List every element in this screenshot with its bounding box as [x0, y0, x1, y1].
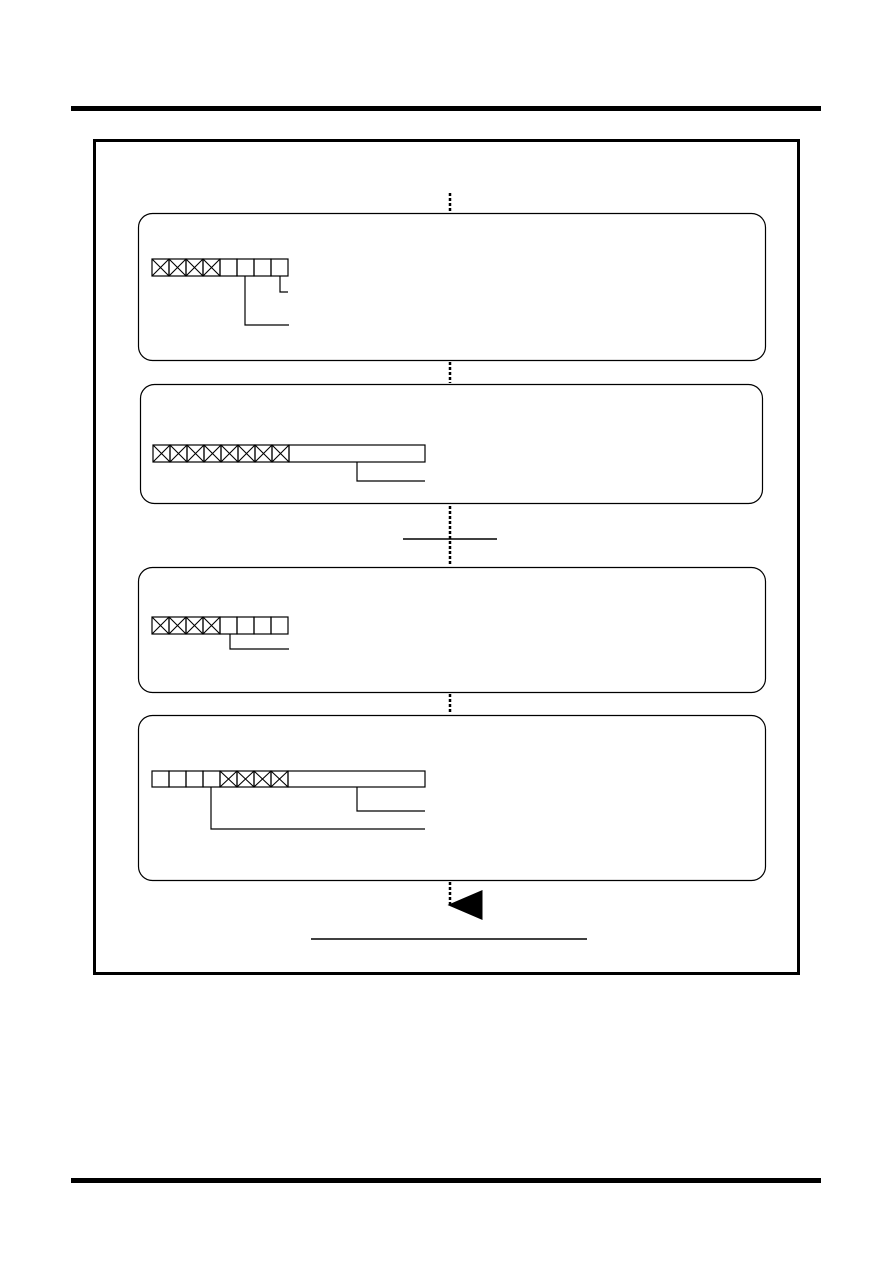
- dont-care-cross: [203, 617, 220, 634]
- dont-care-cross: [186, 617, 203, 634]
- dont-care-cross: [203, 259, 220, 276]
- register-bit-cell: [220, 259, 237, 276]
- register-bit-cell: [237, 259, 254, 276]
- dont-care-cross: [238, 445, 255, 462]
- register-bit-cell: [169, 771, 186, 787]
- leader-line: [280, 276, 288, 292]
- dont-care-cross: [204, 445, 221, 462]
- leader-line: [230, 634, 289, 649]
- dont-care-cross: [255, 445, 272, 462]
- dont-care-cross: [153, 445, 170, 462]
- dont-care-cross: [237, 771, 254, 787]
- register-step-3: [152, 617, 288, 634]
- dont-care-cross: [271, 771, 288, 787]
- leader-line: [357, 462, 425, 481]
- register-bit-cell: [152, 771, 169, 787]
- step-box-1: [139, 214, 766, 361]
- register-bit-cell: [186, 771, 203, 787]
- dont-care-cross: [187, 445, 204, 462]
- register-bit-cell: [237, 617, 254, 634]
- dont-care-cross: [152, 617, 169, 634]
- leaders-step-1: [245, 276, 289, 325]
- register-bit-cell: [254, 259, 271, 276]
- dont-care-cross: [152, 259, 169, 276]
- dont-care-cross: [169, 617, 186, 634]
- register-bit-cell: [254, 617, 271, 634]
- register-bit-cell: [203, 771, 220, 787]
- register-step-4: [152, 771, 425, 787]
- register-field: [289, 445, 425, 462]
- register-bit-cell: [271, 259, 288, 276]
- register-step-2: [153, 445, 425, 462]
- leaders-step-3: [230, 634, 289, 649]
- dont-care-cross: [254, 771, 271, 787]
- step-box-4: [139, 716, 766, 881]
- outer-frame: [95, 141, 799, 974]
- dont-care-cross: [170, 445, 187, 462]
- dont-care-cross: [169, 259, 186, 276]
- step-box-3: [139, 568, 766, 693]
- dont-care-cross: [220, 771, 237, 787]
- register-step-1: [152, 259, 288, 276]
- step-box-2: [141, 385, 763, 504]
- register-bit-cell: [220, 617, 237, 634]
- leaders-step-4: [211, 787, 425, 829]
- register-field: [288, 771, 425, 787]
- dont-care-cross: [221, 445, 238, 462]
- leader-line: [211, 787, 425, 829]
- dont-care-cross: [272, 445, 289, 462]
- register-bit-cell: [271, 617, 288, 634]
- leader-line: [357, 787, 425, 811]
- leaders-step-2: [357, 462, 425, 481]
- leader-line: [245, 276, 289, 325]
- dont-care-cross: [186, 259, 203, 276]
